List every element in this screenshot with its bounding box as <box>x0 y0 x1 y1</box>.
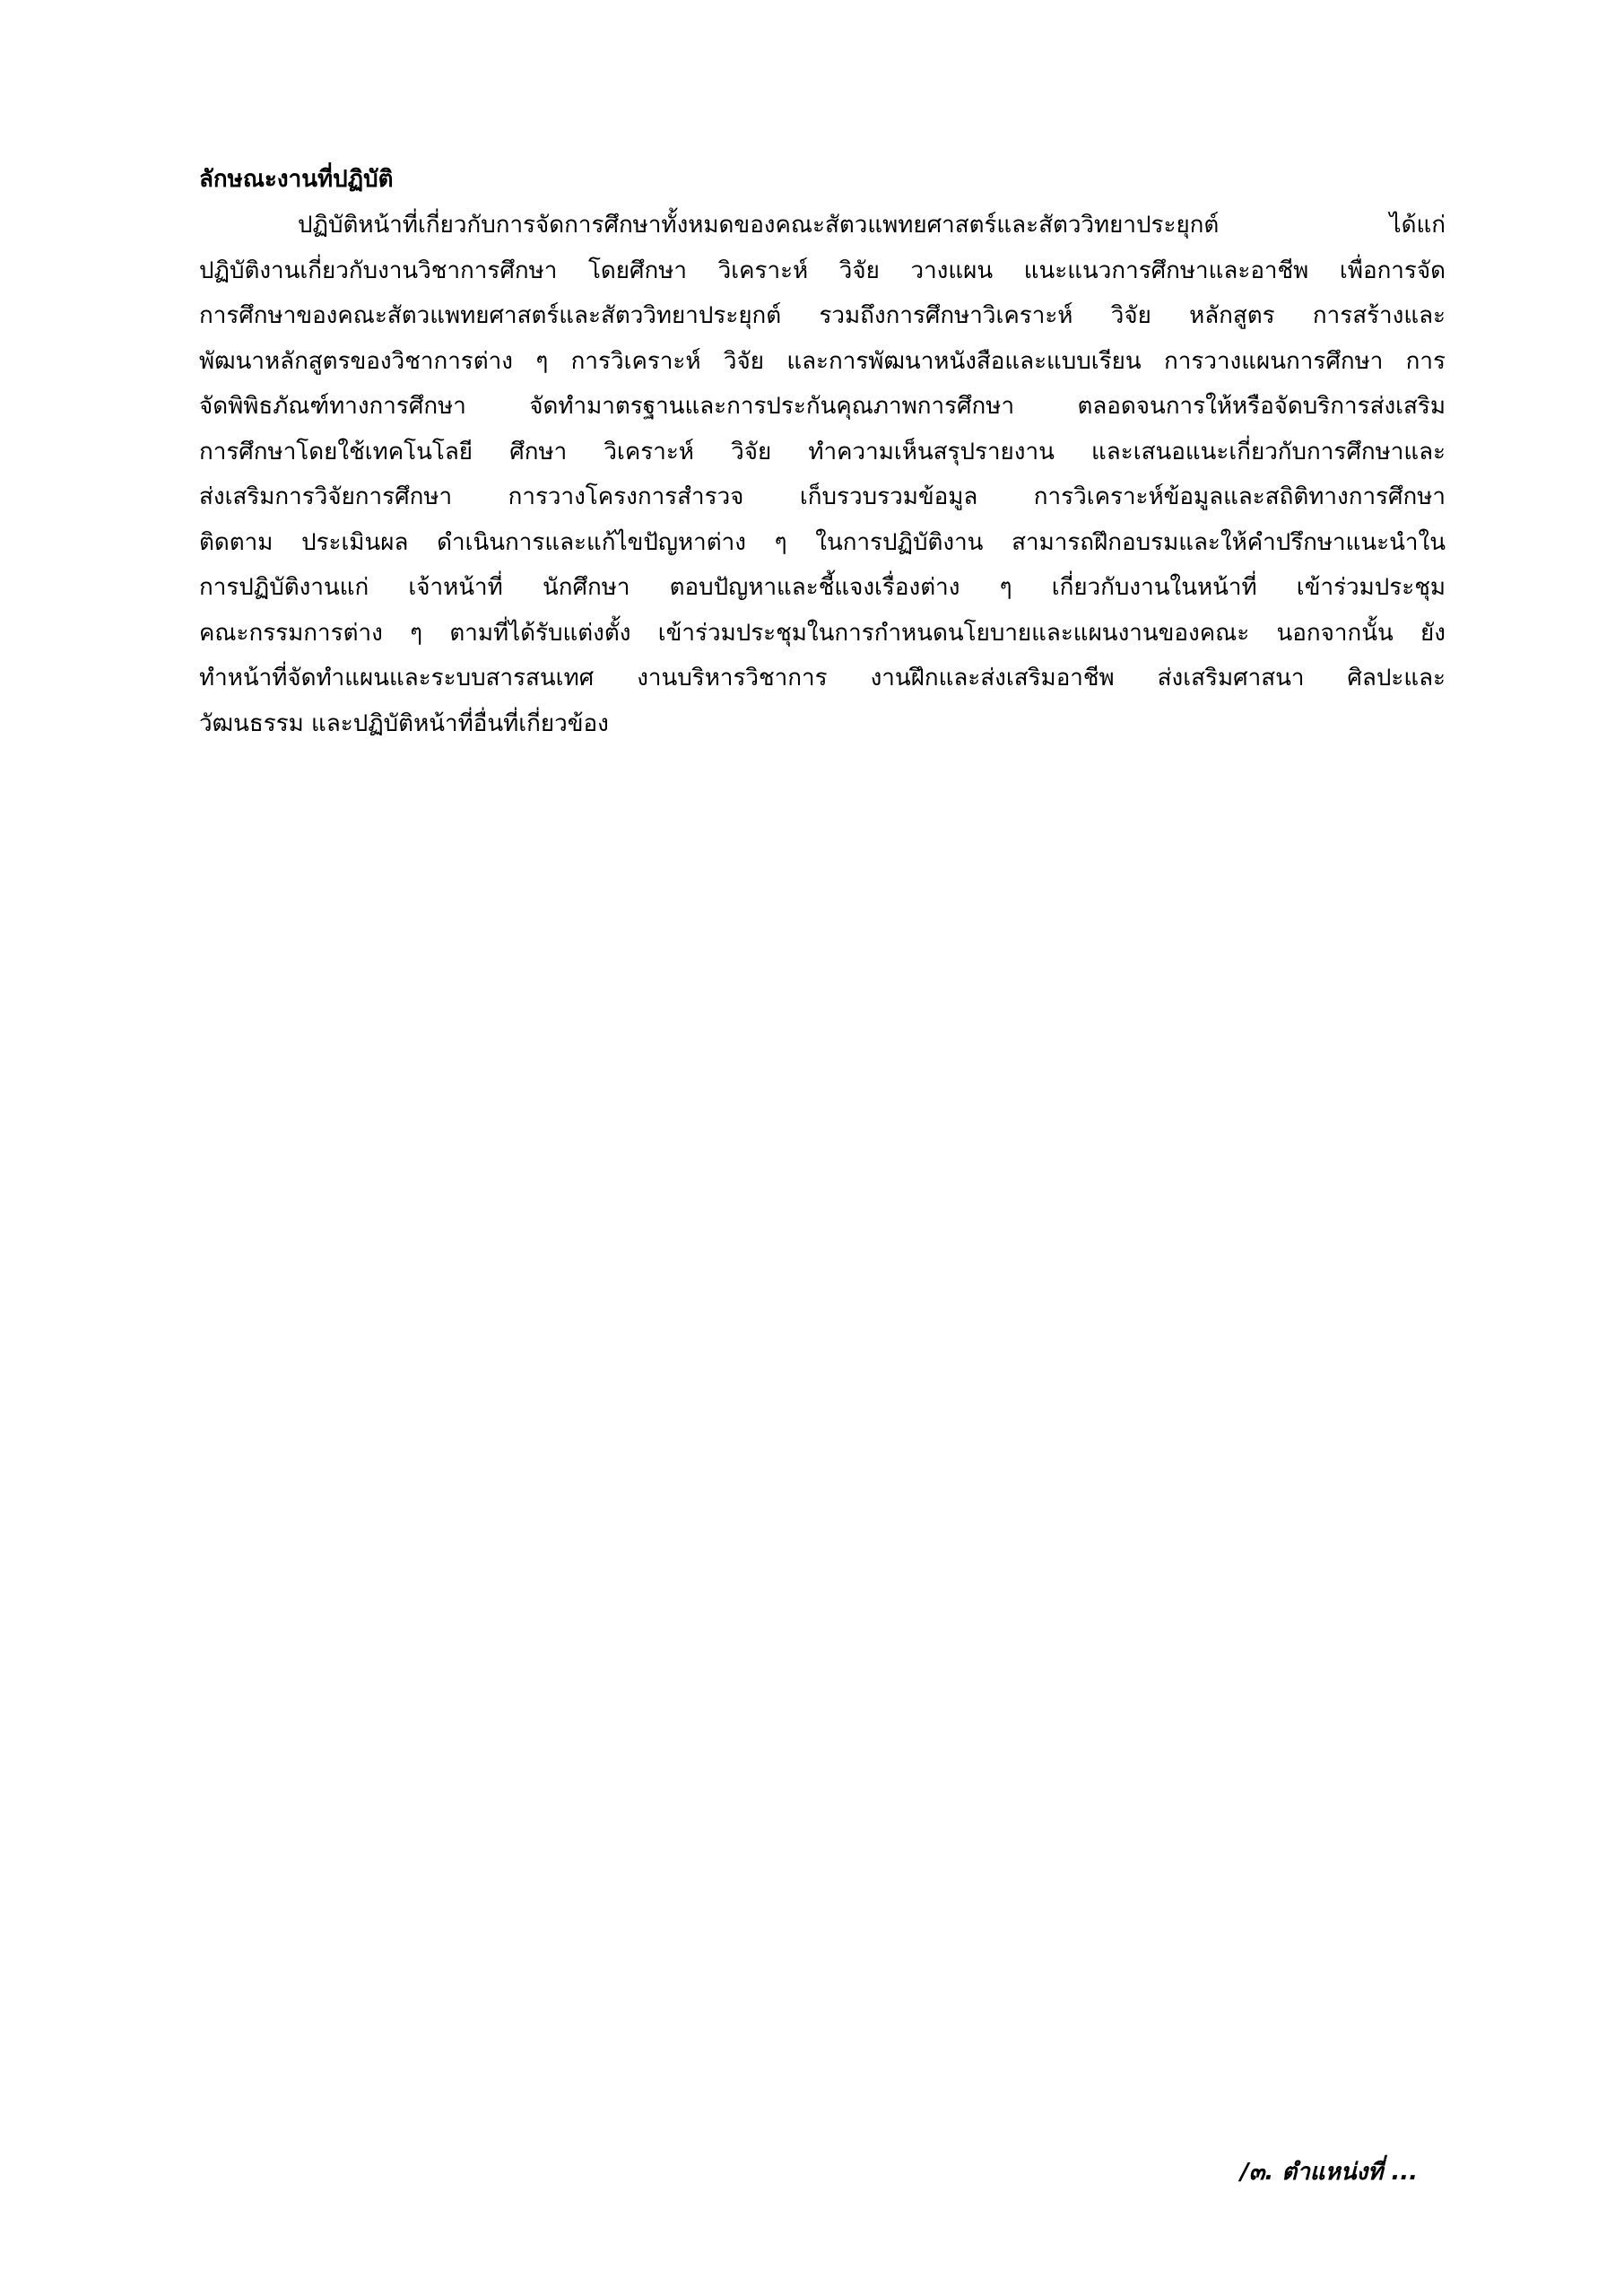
paragraph-line: การศึกษาโดยใช้เทคโนโลยี ศึกษา วิเคราะห์ วิจัย ทำความเห็นสรุปรายงาน และเสนอแนะเกี่ยวกับการศึกษาและ <box>199 438 1446 465</box>
paragraph-line: ปฏิบัติงานเกี่ยวกับงานวิชาการศึกษา โดยศึกษา วิเคราะห์ วิจัย วางแผน แนะแนวการศึกษาและอาชีพ เพื่อการจัด <box>199 257 1446 284</box>
paragraph-line: การศึกษาของคณะสัตวแพทยศาสตร์และสัตววิทยาประยุกต์ รวมถึงการศึกษาวิเคราะห์ วิจัย หลักสูตร การสร้างและ <box>199 302 1446 329</box>
paragraph-line: ปฏิบัติหน้าที่เกี่ยวกับการจัดการศึกษาทั้งหมดของคณะสัตวแพทยศาสตร์และสัตววิทยาประยุกต์ ได้แก่ <box>298 212 1446 239</box>
section-paragraph <box>199 203 1446 746</box>
paragraph-line: คณะกรรมการต่าง ๆ ตามที่ได้รับแต่งตั้ง เข้าร่วมประชุมในการกำหนดนโยบายและแผนงานของคณะ นอกจากนั้น ยัง <box>199 619 1446 647</box>
paragraph-line: การปฏิบัติงานแก่ เจ้าหน้าที่ นักศึกษา ตอบปัญหาและชี้แจงเรื่องต่าง ๆ เกี่ยวกับงานในหน้าที่ เข้าร่วมประชุม <box>199 574 1446 601</box>
paragraph-line: ติดตาม ประเมินผล ดำเนินการและแก้ไขปัญหาต่าง ๆ ในการปฏิบัติงาน สามารถฝึกอบรมและให้คำปรึกษาแนะนำใน <box>199 528 1446 556</box>
section-heading: ลักษณะงานที่ปฏิบัติ <box>199 166 394 193</box>
paragraph-line: จัดพิพิธภัณฑ์ทางการศึกษา จัดทำมาตรฐานและการประกันคุณภาพการศึกษา ตลอดจนการให้หรือจัดบริการส่งเสริม <box>199 393 1446 420</box>
paragraph-line: พัฒนาหลักสูตรของวิชาการต่าง ๆ การวิเคราะห์ วิจัย และการพัฒนาหนังสือและแบบเรียน การวางแผนการศึกษา การ <box>199 347 1446 375</box>
page-continuation-marker: /๓. ตำแหน่งที่ ... <box>1240 2159 1418 2186</box>
paragraph-line: วัฒนธรรม และปฏิบัติหน้าที่อื่นที่เกี่ยวข้อง <box>199 709 609 737</box>
paragraph-line: ส่งเสริมการวิจัยการศึกษา การวางโครงการสำรวจ เก็บรวบรวมข้อมูล การวิเคราะห์ข้อมูลและสถิติทางการศึกษา <box>199 483 1446 510</box>
paragraph-line: ทำหน้าที่จัดทำแผนและระบบสารสนเทศ งานบริหารวิชาการ งานฝึกและส่งเสริมอาชีพ ส่งเสริมศาสนา ศิลปะและ <box>199 665 1446 691</box>
